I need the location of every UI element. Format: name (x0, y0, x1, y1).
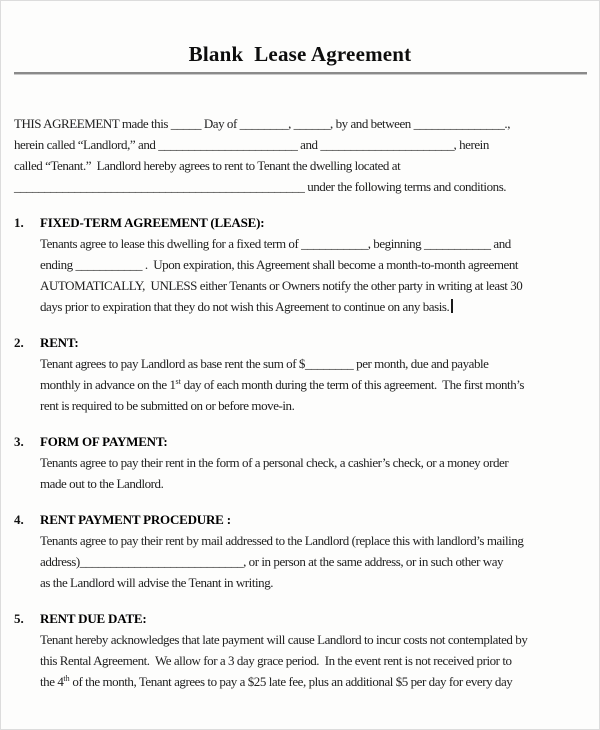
intro-paragraph (14, 113, 593, 197)
text-line: Tenant agrees to pay Landlord as base rent the sum of $________ per month, due and payable (40, 356, 489, 371)
text-segment: monthly in advance on the 1 (40, 377, 176, 392)
section-rent-payment-procedure (14, 509, 593, 593)
section-body (40, 332, 593, 416)
section-rent (14, 332, 593, 416)
section-heading: RENT PAYMENT PROCEDURE : (40, 512, 231, 527)
section-body (40, 509, 593, 593)
ordinal-superscript: th (63, 674, 70, 683)
section-number: 5. (14, 611, 24, 626)
section-number: 1. (14, 215, 24, 230)
text-line: ending ___________ . Upon expiration, this Agreement shall become a month-to-month agreement (40, 257, 519, 272)
section-body (40, 608, 593, 692)
section-body (40, 431, 593, 494)
text-line: AUTOMATICALLY, UNLESS either Tenants or Owners notify the other party in writing at least 30 (40, 278, 523, 293)
text-line: this Rental Agreement. We allow for a 3 day grace period. In the event rent is not received prior to (40, 653, 512, 668)
text-line: Tenants agree to lease this dwelling for a fixed term of ___________, beginning ___________ and (40, 236, 511, 251)
section-heading: FIXED-TERM AGREEMENT (LEASE): (40, 215, 265, 230)
section-number: 4. (14, 512, 24, 527)
text-line: ________________________________________________ under the following terms and conditions. (14, 179, 507, 194)
text-line: Tenants agree to pay their rent in the form of a personal check, a cashier’s check, or a money order (40, 455, 509, 470)
text-cursor-caret (451, 299, 453, 313)
text-segment: the 4 (40, 674, 64, 689)
section-body (40, 212, 593, 317)
section-rent-due-date (14, 608, 593, 692)
text-line: THIS AGREEMENT made this _____ Day of ________, ______, by and between _______________., (14, 116, 510, 131)
text-segment: of the month, Tenant agrees to pay a $25 late fee, plus an additional $5 per day for every day (69, 674, 513, 689)
text-line (40, 296, 593, 317)
section-fixed-term-agreement (14, 212, 593, 317)
section-number: 3. (14, 434, 24, 449)
text-segment: day of each month during the term of this agreement. The first month’s (180, 377, 525, 392)
document-title: Blank Lease Agreement (188, 42, 412, 66)
section-number: 2. (14, 335, 24, 350)
ordinal-superscript: st (175, 377, 181, 386)
section-heading: RENT: (40, 335, 79, 350)
text-line (40, 671, 593, 692)
text-line: herein called “Landlord,” and _______________________ and ______________________, herein (14, 137, 489, 152)
text-line: address)___________________________, or in person at the same address, or in such other way (40, 554, 504, 569)
text-line: Tenant hereby acknowledges that late payment will cause Landlord to incur costs not contemplated by (40, 632, 528, 647)
text-line: rent is required to be submitted on or before move-in. (40, 398, 295, 413)
text-line: called “Tenant.” Landlord hereby agrees to rent to Tenant the dwelling located at (14, 158, 401, 173)
text-line (40, 374, 593, 395)
section-heading: RENT DUE DATE: (40, 611, 147, 626)
section-form-of-payment (14, 431, 593, 494)
text-line: as the Landlord will advise the Tenant in writing. (40, 575, 274, 590)
text-segment: days prior to expiration that they do not wish this Agreement to continue on any basis. (40, 299, 450, 314)
section-heading: FORM OF PAYMENT: (40, 434, 168, 449)
text-line: made out to the Landlord. (40, 476, 164, 491)
text-line: Tenants agree to pay their rent by mail addressed to the Landlord (replace this with landlord’s mailing (40, 533, 524, 548)
title-rule (14, 72, 587, 75)
